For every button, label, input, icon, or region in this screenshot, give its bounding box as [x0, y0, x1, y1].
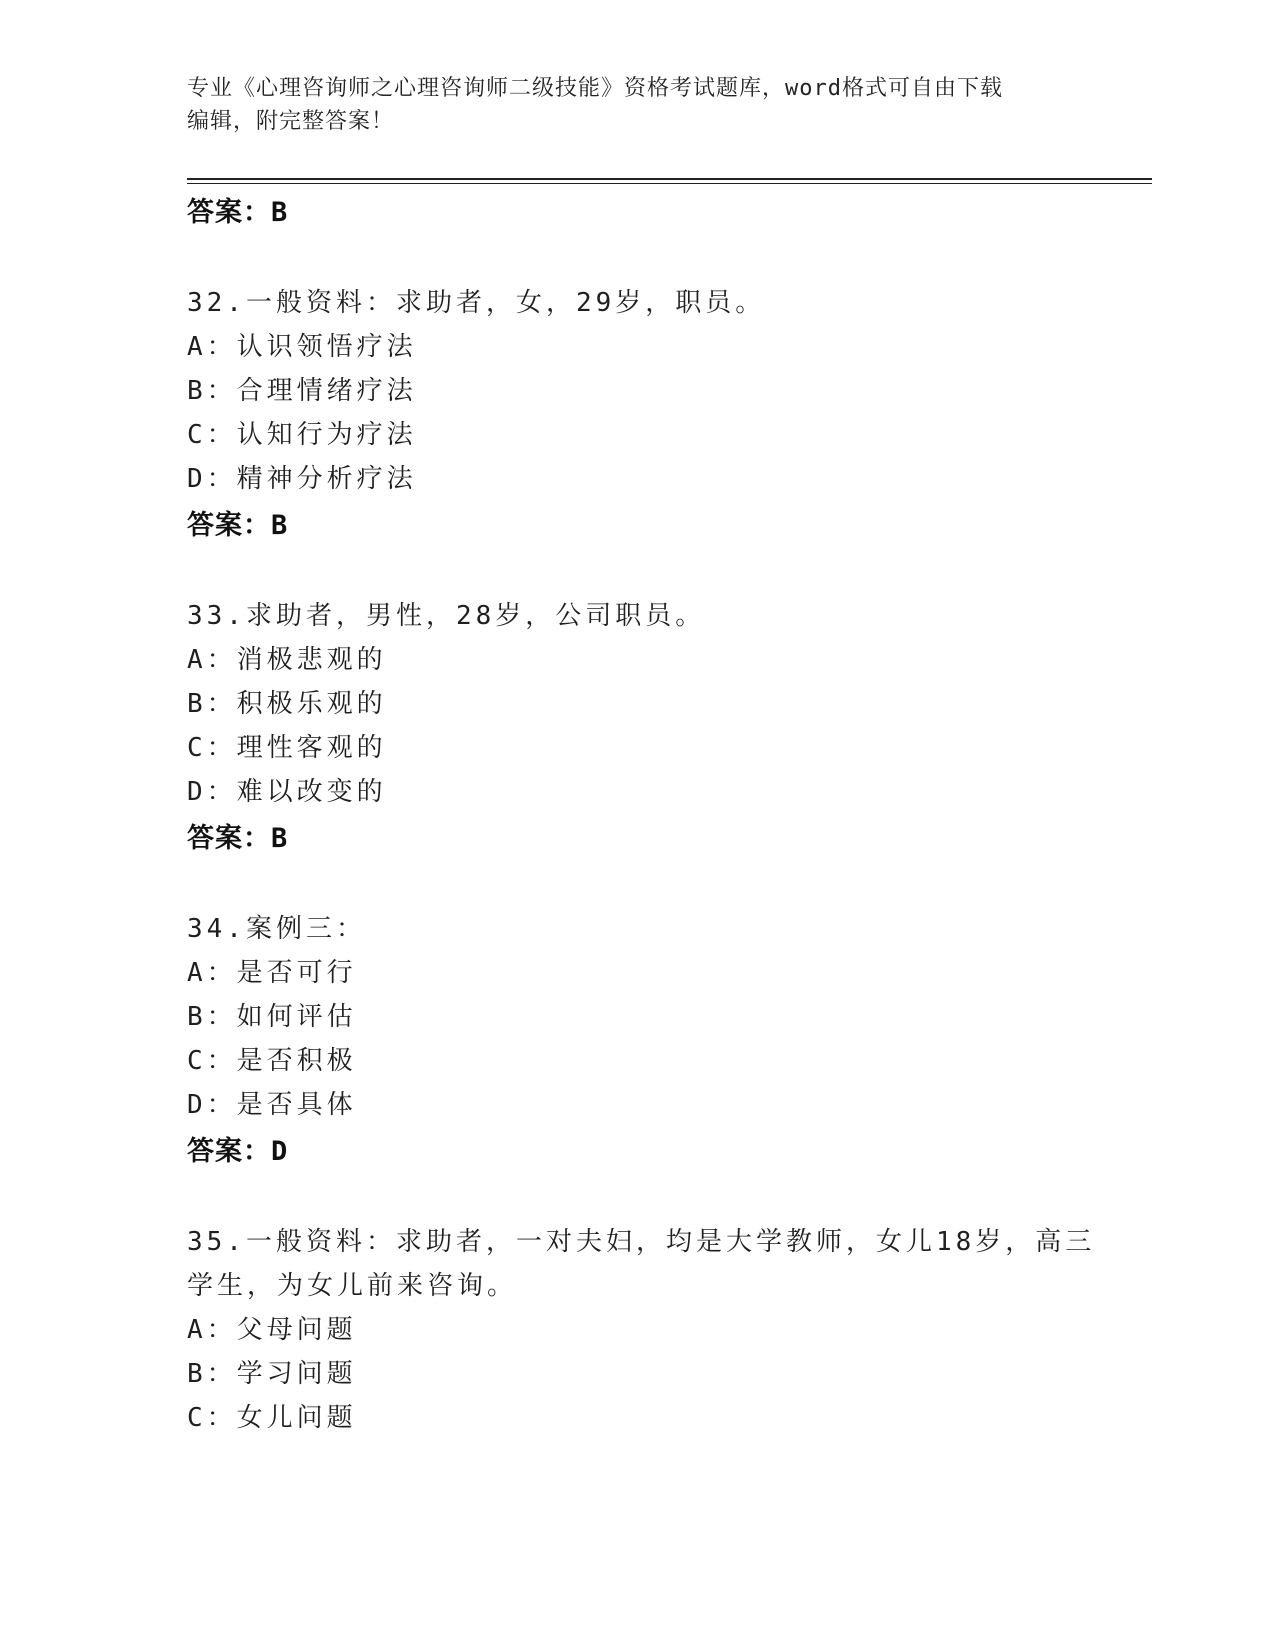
header-line-1: 专业《心理咨询师之心理咨询师二级技能》资格考试题库，word格式可自由下载 [187, 76, 1003, 101]
question-32-answer: 答案：B [187, 510, 289, 541]
question-32-option-d: D：精神分析疗法 [187, 464, 417, 494]
answer-previous: 答案：B [187, 197, 289, 228]
question-34-option-c: C：是否积极 [187, 1046, 357, 1076]
question-32-option-b: B：合理情绪疗法 [187, 376, 417, 406]
question-35-option-c: C：女儿问题 [187, 1403, 357, 1433]
question-32-option-a: A：认识领悟疗法 [187, 332, 417, 362]
header-line-2: 编辑，附完整答案！ [187, 109, 395, 134]
question-33-stem: 33.求助者，男性，28岁，公司职员。 [187, 601, 706, 631]
question-35-stem-line-2: 学生，为女儿前来咨询。 [187, 1271, 518, 1301]
question-34-option-a: A：是否可行 [187, 958, 357, 988]
question-32-stem: 32.一般资料：求助者，女，29岁，职员。 [187, 288, 766, 318]
question-35-stem-line-1: 35.一般资料：求助者，一对夫妇，均是大学教师，女儿18岁，高三 [187, 1227, 1096, 1257]
question-35-option-b: B：学习问题 [187, 1359, 357, 1389]
question-33-option-a: A：消极悲观的 [187, 645, 387, 675]
header-divider-thick [187, 178, 1152, 180]
question-34-stem: 34.案例三： [187, 914, 366, 944]
question-34-answer: 答案：D [187, 1136, 289, 1167]
header-divider-thin [187, 183, 1152, 184]
question-35-option-a: A：父母问题 [187, 1315, 357, 1345]
document-header [187, 72, 1067, 138]
question-32-option-c: C：认知行为疗法 [187, 420, 417, 450]
question-33-option-c: C：理性客观的 [187, 733, 387, 763]
question-34-option-d: D：是否具体 [187, 1090, 357, 1120]
question-33-option-b: B：积极乐观的 [187, 689, 387, 719]
question-33-answer: 答案：B [187, 823, 289, 854]
question-34-option-b: B：如何评估 [187, 1002, 357, 1032]
question-33-option-d: D：难以改变的 [187, 777, 387, 807]
